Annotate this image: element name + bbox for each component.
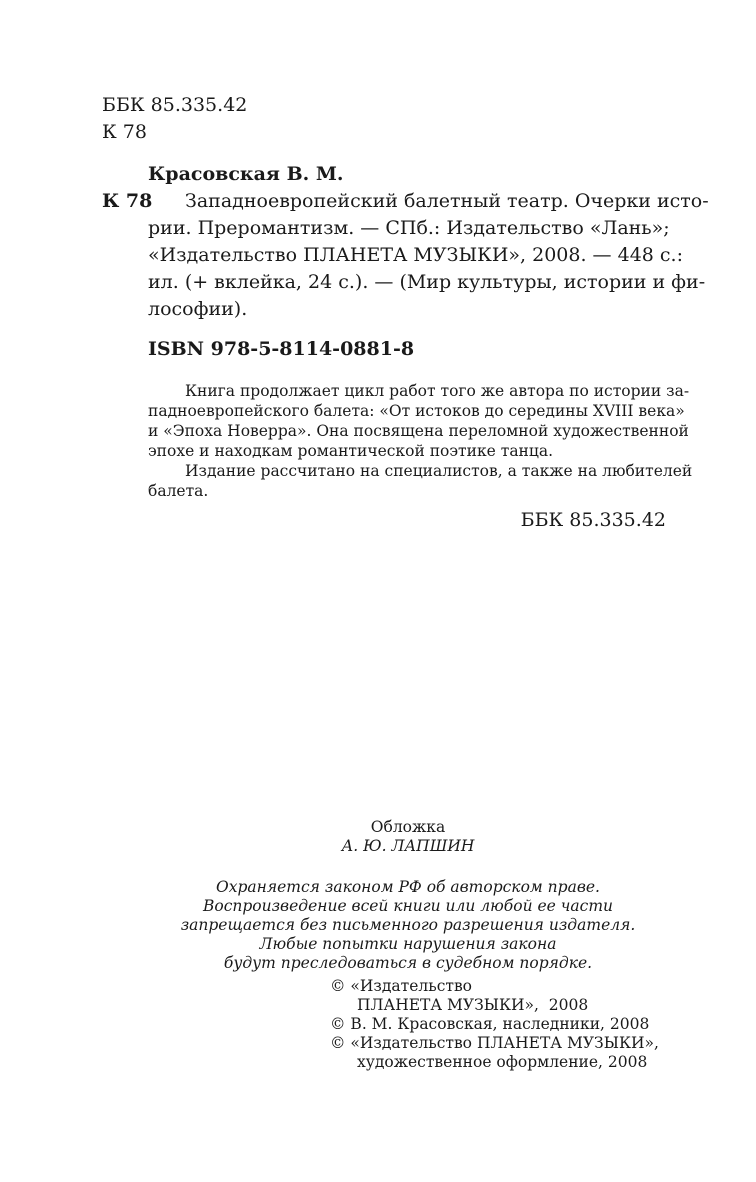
copyright-line-3: © В. М. Красовская, наследники, 2008: [330, 1015, 650, 1033]
annotation-line-2: падноевропейского балета: «От истоков до середины XVIII века»: [148, 402, 685, 420]
annotation-line-5: Издание рассчитано на специалистов, а также на любителей: [185, 462, 693, 480]
description-line-5: лософии).: [148, 298, 248, 320]
copyright-line-2: ПЛАНЕТА МУЗЫКИ», 2008: [357, 996, 589, 1014]
bbk-code-header: ББК 85.335.42: [102, 94, 248, 116]
author-mark-header: К 78: [102, 121, 147, 143]
cover-label: Обложка: [370, 818, 446, 836]
cover-artist: А. Ю. ЛАПШИН: [341, 837, 475, 855]
copyright-line-1: © «Издательство: [330, 977, 473, 995]
annotation-line-4: эпохе и находкам романтической поэтике танца.: [148, 442, 554, 460]
legal-notice: [150, 878, 666, 973]
copyright-block: [330, 977, 659, 1072]
legal-line-3: запрещается без письменного разрешения издателя.: [180, 916, 636, 934]
author-name: Красовская В. М.: [148, 163, 344, 185]
copyright-line-4: © «Издательство ПЛАНЕТА МУЗЫКИ»,: [330, 1034, 659, 1052]
bbk-code-annotation: ББК 85.335.42: [520, 509, 666, 531]
author-mark: К 78: [102, 190, 153, 212]
legal-line-1: Охраняется законом РФ об авторском праве.: [216, 878, 600, 896]
cover-credit: [150, 818, 666, 856]
annotation-line-6: балета.: [148, 482, 209, 500]
description-line-1: Западноевропейский балетный театр. Очерки исто-: [185, 190, 709, 212]
bibliographic-description: [148, 188, 709, 323]
description-line-2: рии. Преромантизм. — СПб.: Издательство «Лань»;: [148, 217, 670, 239]
annotation-line-3: и «Эпоха Новерра». Она посвящена переломной художественной: [148, 422, 689, 440]
description-line-4: ил. (+ вклейка, 24 с.). — (Мир культуры, истории и фи-: [148, 271, 706, 293]
isbn: ISBN 978-5-8114-0881-8: [148, 338, 415, 360]
legal-line-2: Воспроизведение всей книги или любой ее части: [202, 897, 614, 915]
annotation-line-1: Книга продолжает цикл работ того же автора по истории за-: [185, 382, 690, 400]
copyright-line-5: художественное оформление, 2008: [357, 1053, 648, 1071]
legal-line-5: будут преследоваться в судебном порядке.: [223, 954, 593, 972]
description-line-3: «Издательство ПЛАНЕТА МУЗЫКИ», 2008. — 448 с.:: [148, 244, 683, 266]
annotation: [148, 381, 693, 501]
legal-line-4: Любые попытки нарушения закона: [259, 935, 557, 953]
